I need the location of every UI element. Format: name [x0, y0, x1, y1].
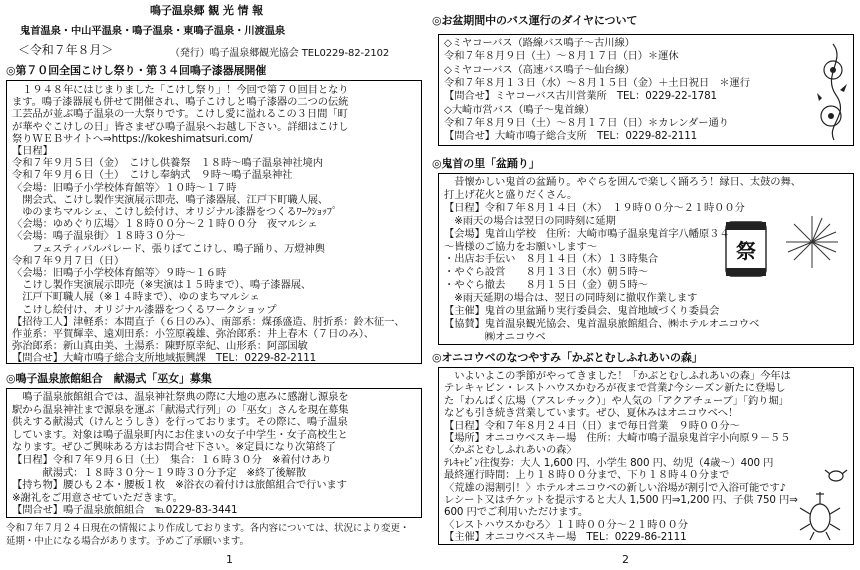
page-number-2: 2 — [622, 553, 629, 566]
kokeshi-line: 作並系：平賀輝幸、遠刈田系：小笠原義雄、弥治郎系：井上春木（７日のみ）、 — [12, 328, 374, 340]
kokeshi-line: が華やぐこけしの日」皆さまぜひ鳴子温泉へお越し下さい。詳細はこけし — [12, 120, 349, 133]
kokeshi-line: 令和７年９月５日（金） こけし供養祭 １８時～鳴子温泉神社境内 — [12, 157, 323, 170]
bus-line: 【問合せ】大崎市鳴子総合支所 TEL：0229-82-2111 — [444, 130, 698, 143]
kokeshi-line: 令和７年９月６日（土） こけし奉納式 ９時～鳴子温泉神社 — [12, 169, 293, 182]
kokeshi-line: 祭りＷＥＢサイトへ⇒https://kokeshimatsuri.com/ — [12, 132, 253, 145]
kokeshi-line: 開会式、こけし製作実演展示即売、鳴子漆器展、江戸下町職人展、 — [12, 193, 329, 206]
miko-line: 供えする献湯式（けんとうしき）を行っております。その際に、鳴子温泉 — [12, 416, 348, 429]
oni-line: 〈かぶとむしふれあいの森〉 — [444, 444, 577, 457]
oni-line: 〈荒雄の湯割引！〉ホテルオニコウベの新しい浴場が割引で入浴可能です♪ — [444, 481, 787, 494]
miko-header: ◎鳴子温泉旅館組合 献湯式「巫女」募集 — [6, 372, 212, 385]
page-1 — [0, 0, 428, 570]
bon-line: 打上げ花火と盛りだくさん。 — [444, 188, 578, 201]
oni-line: 【主催】オニコウベスキー場 TEL：0229-86-2111 — [444, 531, 687, 544]
publisher: （発行）鳴子温泉郷観光協会 TEL0229-82-2102 — [170, 48, 390, 59]
bus-line: ◇ミヤコーバス（路線バス鳴子～古川線） — [444, 37, 635, 49]
oni-line: レシート又はチケットを提示すると大人 1,500 円⇒1,200 円、子供 750 円⇒ — [444, 494, 798, 506]
bon-line: ・やぐら設営 ８月１３日（水）朝５時～ — [444, 266, 648, 279]
kokeshi-line: 令和７年９月７日（日） — [12, 254, 125, 267]
kokeshi-line: 江戸下町職人展（※１４時まで）、ゆのまちマルシェ — [12, 291, 260, 304]
kokeshi-line: 〈会場：旧鳴子小学校体育館等〉１０時～１７時 — [12, 181, 237, 194]
miko-line: ※謝礼をご用意させていただきます。 — [12, 491, 183, 504]
bus-line: 令和７年８月１３日（水）～８月１５日（金）＋土日祝日 ＊運行 — [444, 76, 750, 89]
bon-line: ※雨天の場合は翌日の同時刻に延期 — [444, 214, 616, 227]
beetle-icon-large — [810, 504, 830, 532]
bon-line: 【会場】鬼首山学校 住所：大崎市鳴子温泉鬼首字八幡原３４ — [444, 227, 730, 240]
bus-line: ◇ミヤコーバス（高速バス鳴子～仙台線） — [444, 63, 635, 76]
oni-line: 最終運行時間：上り１８時００分まで、下り１８時４０分まで — [444, 469, 730, 482]
oni-line: 〈レストハウスかむろ〉１１時００分～２１時００分 — [444, 518, 688, 531]
oni-line: なども引き続き営業しています。ぜひ、夏休みはオニコウベへ！ — [444, 407, 739, 420]
beetle-illustration — [796, 466, 850, 542]
miko-line: 駅から温泉神社まで源泉を運ぶ「献湯式行列」の「巫女」さんを現在募集 — [12, 403, 349, 416]
bus-line: 令和７年８月９日（土）～８月１７日（日）＊カレンダー通り — [444, 116, 729, 129]
oni-line: 【場所】オニコウベスキー場 住所：大崎市鳴子温泉鬼首字小向原９－５５ — [444, 432, 791, 444]
miko-line: 【問合せ】鳴子温泉旅館組合 ℡0229-83-3441 — [12, 504, 238, 517]
page-2 — [432, 0, 860, 570]
miko-line: 鳴子温泉旅館組合では、温泉神社祭典の際に大地の恵みに感謝し源泉を — [12, 391, 349, 403]
kokeshi-line: 〈会場：鳴子温泉街〉１８時３０分～ — [12, 230, 186, 243]
miko-line: 献湯式：１８時３０分～１９時３０分予定 ※終了後解散 — [12, 466, 307, 479]
miko-line: 【持ち物】腰ひも２本・腰板１枚 ※浴衣の着付けは旅館組合で行います — [12, 479, 347, 492]
lantern-text: 祭 — [736, 239, 756, 263]
festival-lantern-fireworks-illustration — [714, 214, 844, 284]
bon-line: 【主催】鬼首の里盆踊り実行委員会、鬼首地域づくり委員会 — [444, 305, 720, 317]
issue-date: ＜令和７年８月＞ — [18, 43, 114, 57]
bon-line: 昔懐かしい鬼首の盆踊り。やぐらを囲んで楽しく踊ろう！縁日、太鼓の舞、 — [444, 176, 801, 188]
bus-line: ◇大崎市営バス（鳴子～鬼首線） — [444, 103, 595, 116]
bon-line: ㈱オニコウベ — [444, 330, 546, 343]
bon-line: 【協賛】鬼首温泉観光協会、鬼首温泉旅館組合、㈱ホテルオニコウベ — [444, 317, 760, 330]
bon-line: ・出店お手伝い ８月１４日（木）１３時集合 — [444, 253, 659, 266]
beetle-icon-small — [829, 471, 843, 481]
kokeshi-line: 【招待工人】津軽系：本間直子（６日のみ）、南部系：煤孫盛造、肘折系：鈴木征一、 — [12, 315, 405, 328]
kokeshi-line: フェスティバルパレード、張りぼてこけし、鳴子踊り、万燈神輿 — [12, 242, 325, 255]
footer-line-2: 延期・中止になる場合があります。予めご了承願います。 — [6, 536, 249, 547]
kokeshi-line: 弥治郎系：新山真由美、土湯系：陳野原幸紀、山形系：阿部国敏 — [12, 340, 308, 353]
kokeshi-line: 工芸品が並ぶ鳴子温泉の一大祭りです。こけし愛に溢れるこの３日間「町 — [12, 108, 348, 121]
page-title: 鳴子温泉郷 観 光 情 報 — [150, 4, 264, 17]
miko-line: 【日程】令和７年９月６日（土） 集合：１６時３０分 ※着付けあり — [12, 454, 332, 466]
kokeshi-line: こけし製作実演展示即売（※実演は１５時まで）、鳴子漆器展、 — [12, 279, 312, 292]
oni-line: いよいよこの季節がやってきました！「かぶとむしふれあいの森」今年は — [444, 370, 791, 382]
kokeshi-line: ゆのまちマルシェ、こけし絵付け、オリジナル漆器をつくるﾜｰｸｼｮｯﾌﾟ — [12, 206, 338, 218]
oni-line: 600 円でご利用いただけます。 — [444, 506, 589, 519]
oni-line: ﾃﾚｷｬﾋﾞﾝ往復券：大人 1,600 円、小学生 800 円、幼児（4歳～）400 円 — [444, 456, 774, 469]
bus-header: ◎お盆期間中のバス運行のダイヤについて — [432, 14, 638, 27]
areas-line: 鬼首温泉・中山平温泉・鳴子温泉・東鳴子温泉・川渡温泉 — [20, 25, 286, 37]
fireworks-icon — [786, 216, 838, 268]
bon-line: ・やぐら撤去 ８月１５日（金）朝５時～ — [444, 279, 648, 292]
bus-line: 【問合せ】ミヤコーバス古川営業所 TEL：0229-22-1781 — [444, 90, 718, 103]
page-number: 1 — [226, 553, 233, 566]
kokeshi-line: ます。鳴子漆器展も併せて開催され、鳴子こけしと鳴子漆器の二つの伝統 — [12, 96, 349, 109]
bon-line: 【日程】令和７年８月１４日（木） １９時００分～２１時００分 — [444, 201, 745, 214]
kokeshi-line: こけし絵付け、オリジナル漆器をつくるワークショップ — [12, 303, 277, 316]
oni-line: テレキャビン・レストハウスかむろが夜まで営業♪今シーズン新たに登場し — [444, 382, 786, 395]
oni-line: た「わんぱく広場（アスレチック）」や人気の「アクアチューブ」「釣り堀」 — [444, 394, 789, 407]
kokeshi-line: １９４８年にはじまりました「こけし祭り」！今回で第７０回目となり — [12, 84, 349, 96]
lantern-icon — [726, 222, 766, 276]
oni-header: ◎オニコウベのなつやすみ「かぶとむしふれあいの森」 — [432, 351, 703, 364]
kokeshi-line: 〈会場：ゆめぐり広場〉１８時００分～２１時００分 夜マルシェ — [12, 218, 318, 231]
miko-line: しています。対象は鳴子温泉町内にお住まいの女子中学生・女子高校生と — [12, 428, 348, 441]
kokeshi-header: ◎第７０回全国こけし祭り・第３４回鳴子漆器展開催 — [6, 64, 267, 77]
bon-header: ◎鬼首の里「盆踊り」 — [432, 157, 540, 170]
bon-line: ※雨天延期の場合は、翌日の同時刻に撤収作業します — [444, 292, 698, 305]
footer-line-1: 令和７年７月２４日現在の情報により作成しております。各内容については、状況により変更・ — [6, 523, 410, 534]
oni-line: 【日程】令和７年８月２４日（日）まで毎日営業 ９時００分～ — [444, 419, 740, 432]
morning-glory-illustration — [816, 40, 850, 142]
miko-line: なります。ぜひご興味ある方はお問合せ下さい。※定員になり次第終了 — [12, 441, 336, 454]
bon-line: ～皆様のご協力をお願いします～ — [444, 240, 597, 253]
kokeshi-line: 〈会場：旧鳴子小学校体育館等〉９時～１６時 — [12, 267, 227, 279]
kokeshi-line: 【日程】 — [12, 145, 53, 157]
kokeshi-line: 【問合せ】大崎市鳴子総合支所地域振興課 TEL：0229-82-2111 — [12, 352, 317, 365]
bus-line: 令和７年８月９日（土）～８月１７日（日）＊運休 — [444, 50, 679, 63]
